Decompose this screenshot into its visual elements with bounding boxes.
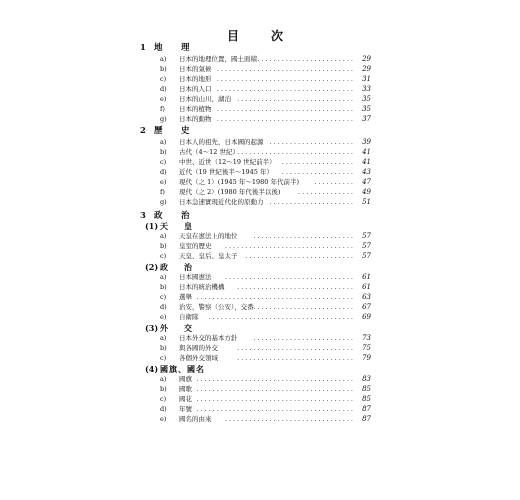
dot-leader: .................. — [281, 158, 355, 166]
entry-marker: a) — [160, 375, 167, 383]
entry-title: 中世、近世（12～19 世紀前半） — [179, 158, 276, 166]
subsection-title: 天 皇 — [160, 221, 196, 231]
entry-marker: a) — [160, 334, 167, 342]
page-number: 41 — [362, 158, 371, 166]
entry-title: 與各國的外交 — [179, 344, 218, 352]
page-number: 35 — [362, 105, 371, 113]
page-number: 87 — [362, 415, 371, 423]
dot-leader: ....................................... — [196, 405, 355, 413]
entry-title: 現代（之 2）(1980 年代後半以後) — [179, 188, 281, 196]
dot-leader: .................................... — [208, 313, 355, 321]
page-number: 43 — [362, 168, 371, 176]
page-number: 41 — [362, 148, 371, 156]
entry-marker: c) — [160, 158, 167, 166]
toc-entry[interactable] — [0, 137, 520, 147]
entry-title: 日本人的祖先，日本國的起源 — [179, 138, 264, 146]
toc-entry[interactable] — [0, 292, 520, 302]
page-number: 29 — [362, 55, 371, 63]
entry-marker: e) — [160, 178, 167, 186]
entry-title: 日本的統治機構 — [179, 283, 225, 291]
toc-entry[interactable] — [0, 394, 520, 404]
page-number: 69 — [362, 313, 371, 321]
toc-entry[interactable] — [0, 241, 520, 251]
toc-entry[interactable] — [0, 414, 520, 424]
entry-marker: a) — [160, 138, 167, 146]
dot-leader: .................................. — [216, 105, 355, 113]
toc-entry[interactable] — [0, 302, 520, 312]
entry-title: 自衛隊 — [179, 313, 199, 321]
toc-entry[interactable] — [0, 282, 520, 292]
entry-marker: d) — [160, 85, 167, 93]
entry-title: 古代（4～12 世紀） — [179, 148, 239, 156]
toc-entry[interactable] — [0, 177, 520, 187]
section-number: 1 — [140, 43, 146, 53]
entry-marker: b) — [160, 283, 167, 291]
page-title: 目 次 — [226, 29, 293, 43]
page-number: 31 — [362, 75, 371, 83]
entry-title: 年號 — [179, 405, 192, 413]
toc-entry[interactable] — [0, 197, 520, 207]
entry-title: 日本的人口 — [179, 85, 212, 93]
page-number: 83 — [362, 375, 371, 383]
entry-title: 現代（之 1）(1945 年～1980 年代前半) — [179, 178, 299, 186]
entry-title: 各個外交領域 — [179, 354, 218, 362]
toc-entry[interactable] — [0, 231, 520, 241]
entry-marker: d) — [160, 303, 167, 311]
page-number: 39 — [362, 138, 371, 146]
dot-leader: ....................................... — [196, 375, 355, 383]
page-number: 87 — [362, 405, 371, 413]
page-number: 49 — [362, 188, 371, 196]
toc-entry[interactable] — [0, 343, 520, 353]
dot-leader: .................. — [281, 168, 355, 176]
entry-marker: b) — [160, 385, 167, 393]
dot-leader: ......................... — [253, 303, 355, 311]
entry-marker: a) — [160, 232, 167, 240]
entry-title: 皇室的歷史 — [179, 242, 212, 250]
entry-title: 日本的氣候 — [179, 65, 212, 73]
dot-leader: ................................ — [224, 273, 355, 281]
entry-marker: c) — [160, 354, 167, 362]
section-number: 3 — [140, 211, 146, 221]
entry-marker: a) — [160, 55, 167, 63]
page-number: 61 — [362, 283, 371, 291]
toc-entry[interactable] — [0, 333, 520, 343]
page-number: 57 — [362, 232, 371, 240]
dot-leader: ................................ — [224, 242, 355, 250]
toc-entry[interactable] — [0, 167, 520, 177]
entry-marker: g) — [160, 198, 167, 206]
entry-title: 選舉 — [179, 293, 192, 301]
subsection-title: 國旗、國名 — [160, 364, 205, 374]
toc-entry[interactable] — [0, 104, 520, 114]
dot-leader: .................................. — [216, 65, 355, 73]
entry-marker: d) — [160, 405, 167, 413]
subsection-number: (3) — [145, 323, 159, 333]
dot-leader: .................................. — [216, 85, 355, 93]
dot-leader: ............................. — [237, 344, 355, 352]
page-number: 57 — [362, 242, 371, 250]
dot-leader: .............. — [298, 188, 355, 196]
entry-marker: b) — [160, 65, 167, 73]
subsection-title: 政 治 — [160, 262, 196, 272]
toc-entry[interactable] — [0, 94, 520, 104]
section-title: 地 理 — [154, 43, 195, 53]
dot-leader: ............................. — [237, 283, 355, 291]
page-number: 61 — [362, 273, 371, 281]
section-number: 2 — [140, 126, 146, 136]
dot-leader: ............................. — [237, 354, 355, 362]
toc-entry[interactable] — [0, 84, 520, 94]
dot-leader: ....................................... — [196, 385, 355, 393]
page-number: 47 — [362, 178, 371, 186]
page-number: 73 — [362, 334, 371, 342]
page-number: 51 — [362, 198, 371, 206]
entry-marker: b) — [160, 148, 167, 156]
entry-title: 近代（19 世紀後半～1945 年） — [179, 168, 273, 176]
toc-entry[interactable] — [0, 157, 520, 167]
section-title: 政 治 — [154, 211, 195, 221]
dot-leader: ....................................... — [196, 395, 355, 403]
subsection-number: (2) — [145, 262, 159, 272]
page-number: 33 — [362, 85, 371, 93]
page-number: 29 — [362, 65, 371, 73]
subsection-title: 外 交 — [160, 323, 196, 333]
entry-marker: b) — [160, 242, 167, 250]
entry-marker: f) — [160, 105, 165, 113]
entry-title: 國歌 — [179, 385, 192, 393]
entry-marker: b) — [160, 344, 167, 352]
dot-leader: .................................. — [216, 75, 355, 83]
entry-marker: e) — [160, 95, 167, 103]
entry-title: 國名的由來 — [179, 415, 212, 423]
toc-entry[interactable] — [0, 114, 520, 124]
entry-marker: c) — [160, 293, 167, 301]
entry-title: 日本的植物 — [179, 105, 212, 113]
entry-title: 日本急速實現近代化的原動力 — [179, 198, 264, 206]
entry-marker: a) — [160, 273, 167, 281]
dot-leader: ..................... — [269, 198, 355, 206]
toc-entry[interactable] — [0, 272, 520, 282]
toc-entry[interactable] — [0, 312, 520, 322]
page-number: 63 — [362, 293, 371, 301]
toc-entry[interactable] — [0, 74, 520, 84]
entry-marker: c) — [160, 395, 167, 403]
dot-leader: ......................... — [253, 232, 355, 240]
entry-title: 天皇、皇后、皇太子 — [179, 252, 238, 260]
page-number: 85 — [362, 385, 371, 393]
toc-entry[interactable] — [0, 54, 520, 64]
entry-title: 國花 — [179, 395, 192, 403]
entry-marker: c) — [160, 252, 167, 260]
entry-marker: d) — [160, 168, 167, 176]
entry-title: 日本的動物 — [179, 115, 212, 123]
toc-entry[interactable] — [0, 64, 520, 74]
dot-leader: ....................................... — [196, 293, 355, 301]
entry-title: 日本外交的基本方針 — [179, 334, 238, 342]
toc-entry[interactable] — [0, 353, 520, 363]
page-number: 37 — [362, 115, 371, 123]
entry-title: 日本國憲法 — [179, 273, 212, 281]
page-number: 67 — [362, 303, 371, 311]
entry-marker: g) — [160, 115, 167, 123]
entry-title: 日本的山川、湖泊 — [179, 95, 231, 103]
toc-entry[interactable] — [0, 251, 520, 261]
dot-leader: ........................ — [257, 55, 355, 63]
entry-marker: f) — [160, 188, 165, 196]
entry-marker: e) — [160, 313, 167, 321]
page-number: 79 — [362, 354, 371, 362]
toc-entry[interactable] — [0, 384, 520, 394]
entry-title: 日本的地理位置，國土面積 — [179, 55, 257, 63]
dot-leader: .................................. — [216, 115, 355, 123]
toc-entry[interactable] — [0, 147, 520, 157]
section-title: 歷 史 — [154, 126, 195, 136]
page-number: 75 — [362, 344, 371, 352]
page-number: 35 — [362, 95, 371, 103]
page-number: 57 — [362, 252, 371, 260]
subsection-number: (1) — [145, 221, 159, 231]
entry-title: 天皇在憲法上的地位 — [179, 232, 238, 240]
dot-leader: .............................. — [233, 148, 355, 156]
toc-entry[interactable] — [0, 374, 520, 384]
entry-marker: c) — [160, 75, 167, 83]
dot-leader: ..................... — [269, 138, 355, 146]
dot-leader: .......... — [314, 178, 355, 186]
subsection-number: (4) — [145, 364, 159, 374]
entry-marker: e) — [160, 415, 167, 423]
dot-leader: ......................... — [253, 334, 355, 342]
entry-title: 國旗 — [179, 375, 192, 383]
page-number: 85 — [362, 395, 371, 403]
entry-title: 日本的地形 — [179, 75, 212, 83]
toc-entry[interactable] — [0, 404, 520, 414]
entry-title: 治安，警察（公安），交番 — [179, 303, 254, 311]
dot-leader: ........................... — [245, 252, 355, 260]
dot-leader: ................................ — [224, 415, 355, 423]
toc-entry[interactable] — [0, 187, 520, 197]
dot-leader: ............................. — [237, 95, 355, 103]
